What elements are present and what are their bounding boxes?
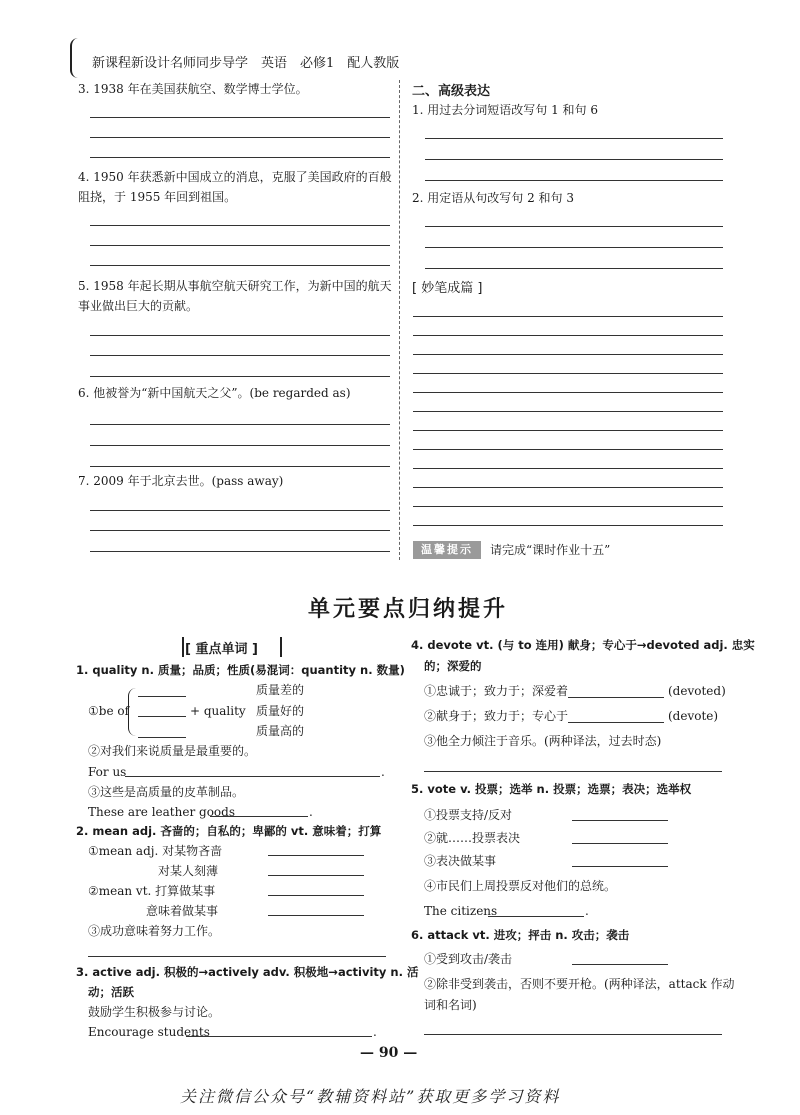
answer-line[interactable] [90, 510, 390, 511]
word-1-s3-start: These are leather goods [88, 805, 235, 819]
word-5-start: The citizens [424, 904, 498, 918]
blank-line[interactable] [572, 843, 668, 844]
writing-title: [ 妙笔成篇 ] [412, 281, 483, 296]
advanced-q2: 2. 用定语从句改写句 2 和句 3 [412, 191, 574, 205]
writing-line[interactable] [413, 411, 723, 412]
word-1-m3: 质量高的 [256, 724, 305, 738]
word-3-start: Encourage students [88, 1025, 210, 1039]
question-4: 4. 1950 年获悉新中国成立的消息，克服了美国政府的百般 [78, 170, 392, 184]
answer-line[interactable] [88, 956, 386, 957]
answer-line[interactable] [90, 355, 390, 356]
section-title: 单元要点归纳提升 [308, 597, 509, 622]
word-5-b: ②就……投票表决 [424, 831, 521, 845]
answer-line[interactable] [90, 424, 390, 425]
writing-line[interactable] [413, 487, 723, 488]
word-1-m1: 质量差的 [256, 683, 305, 697]
blank-line[interactable] [572, 964, 668, 965]
word-4-b-hint: (devote) [668, 709, 719, 723]
period: . [381, 765, 385, 779]
page-number: — 90 — [360, 1045, 418, 1061]
answer-line[interactable] [425, 226, 723, 227]
question-5-cont: 事业做出巨大的贡献。 [78, 299, 199, 313]
answer-line[interactable] [425, 247, 723, 248]
word-2-b2: 意味着做某事 [146, 904, 219, 918]
blank-line[interactable] [268, 915, 364, 916]
blank-line[interactable] [572, 866, 668, 867]
reminder-badge: 温馨提示 [413, 541, 481, 559]
header-title: 新课程新设计名师同步导学 英语 必修1 配人教版 [92, 56, 400, 71]
writing-line[interactable] [413, 430, 723, 431]
word-5-d: ④市民们上周投票反对他们的总统。 [424, 879, 617, 893]
word-4-head: 4. devote vt. (与 to 连用) 献身；专心于→devoted adj. 忠实 [411, 638, 755, 652]
answer-line[interactable] [90, 466, 390, 467]
brace [128, 688, 137, 736]
answer-line[interactable] [425, 268, 723, 269]
answer-line[interactable] [90, 530, 390, 531]
word-2-b1: ②mean vt. 打算做某事 [88, 884, 216, 898]
writing-line[interactable] [413, 392, 723, 393]
question-5: 5. 1958 年起长期从事航空航天研究工作，为新中国的航天 [78, 279, 392, 293]
blank-line[interactable] [268, 895, 364, 896]
blank-line[interactable] [138, 696, 186, 697]
word-5-c: ③表决做某事 [424, 854, 497, 868]
writing-line[interactable] [413, 449, 723, 450]
answer-line[interactable] [90, 445, 390, 446]
answer-line[interactable] [425, 180, 723, 181]
period: . [309, 805, 313, 819]
period: . [585, 904, 589, 918]
word-6-b-cont: 词和名词) [424, 998, 477, 1012]
word-6-a: ①受到攻击/袭击 [424, 952, 513, 966]
word-6-b: ②除非受到袭击，否则不要开枪。(两种译法，attack 作动 [424, 977, 735, 991]
word-1-m2: 质量好的 [256, 704, 305, 718]
word-5-a: ①投票支持/反对 [424, 808, 513, 822]
word-4-head-cont: 的；深爱的 [424, 659, 482, 673]
answer-line[interactable] [90, 551, 390, 552]
answer-line[interactable] [90, 245, 390, 246]
blank-line[interactable] [186, 1036, 372, 1037]
answer-line[interactable] [90, 157, 390, 158]
word-3-s: 鼓励学生积极参与讨论。 [88, 1005, 221, 1019]
footer-note: 关注微信公众号“教辅资料站”获取更多学习资料 [180, 1087, 561, 1106]
answer-line[interactable] [90, 376, 390, 377]
writing-line[interactable] [413, 506, 723, 507]
word-4-a: ①忠诚于；致力于；深爱着 [424, 684, 569, 698]
writing-line[interactable] [413, 525, 723, 526]
blank-line[interactable] [210, 816, 308, 817]
word-1-s3: ③这些是高质量的皮革制品。 [88, 785, 245, 799]
word-5-head: 5. vote v. 投票；选举 n. 投票；选票；表决；选举权 [411, 782, 692, 796]
word-1-s2: ②对我们来说质量是最重要的。 [88, 744, 257, 758]
column-divider [399, 80, 400, 560]
word-1-s2-start: For us [88, 765, 127, 779]
word-3-head-cont: 动；活跃 [88, 985, 134, 999]
answer-line[interactable] [425, 138, 723, 139]
answer-line[interactable] [424, 771, 722, 772]
blank-line[interactable] [568, 697, 664, 698]
vocab-title: [ 重点单词 ] [185, 642, 258, 657]
blank-line[interactable] [125, 776, 380, 777]
advanced-title: 二、高级表达 [412, 84, 491, 99]
word-3-head: 3. active adj. 积极的→actively adv. 积极地→activity n. 活 [76, 965, 419, 979]
answer-line[interactable] [425, 159, 723, 160]
question-3: 3. 1938 年在美国获航空、数学博士学位。 [78, 82, 308, 96]
question-6: 6. 他被誉为“新中国航天之父”。(be regarded as) [78, 386, 351, 400]
word-1-head: 1. quality n. 质量；品质；性质(易混词：quantity n. 数量) [76, 663, 405, 677]
writing-line[interactable] [413, 468, 723, 469]
word-2-head: 2. mean adj. 吝啬的；自私的；卑鄙的 vt. 意味着；打算 [76, 824, 382, 838]
advanced-q1: 1. 用过去分词短语改写句 1 和句 6 [412, 103, 598, 117]
word-2-c: ③成功意味着努力工作。 [88, 924, 221, 938]
question-4-cont: 阻挠，于 1955 年回到祖国。 [78, 190, 237, 204]
answer-line[interactable] [90, 225, 390, 226]
writing-line[interactable] [413, 354, 723, 355]
word-2-a2: 对某人刻薄 [158, 864, 219, 878]
blank-line[interactable] [268, 855, 364, 856]
writing-line[interactable] [413, 335, 723, 336]
answer-line[interactable] [424, 1034, 722, 1035]
answer-line[interactable] [90, 335, 390, 336]
blank-line[interactable] [138, 737, 186, 738]
answer-line[interactable] [90, 117, 390, 118]
answer-line[interactable] [90, 137, 390, 138]
blank-line[interactable] [572, 820, 668, 821]
word-2-a1: ①mean adj. 对某物吝啬 [88, 844, 223, 858]
word-1-be-of: ①be of [88, 704, 130, 718]
blank-line[interactable] [568, 722, 664, 723]
reminder-text: 请完成“课时作业十五” [490, 543, 611, 557]
word-4-c: ③他全力倾注于音乐。(两种译法，过去时态) [424, 734, 662, 748]
writing-line[interactable] [413, 373, 723, 374]
answer-line[interactable] [90, 265, 390, 266]
blank-line[interactable] [268, 875, 364, 876]
word-4-a-hint: (devoted) [668, 684, 726, 698]
writing-line[interactable] [413, 316, 723, 317]
word-4-b: ②献身于；致力于；专心于 [424, 709, 569, 723]
blank-line[interactable] [138, 716, 186, 717]
word-1-plus: + quality [190, 704, 246, 718]
period: . [373, 1025, 377, 1039]
question-7: 7. 2009 年于北京去世。(pass away) [78, 474, 284, 488]
blank-line[interactable] [488, 916, 584, 917]
header-bracket [70, 38, 80, 78]
word-6-head: 6. attack vt. 进攻；抨击 n. 攻击；袭击 [411, 928, 630, 942]
